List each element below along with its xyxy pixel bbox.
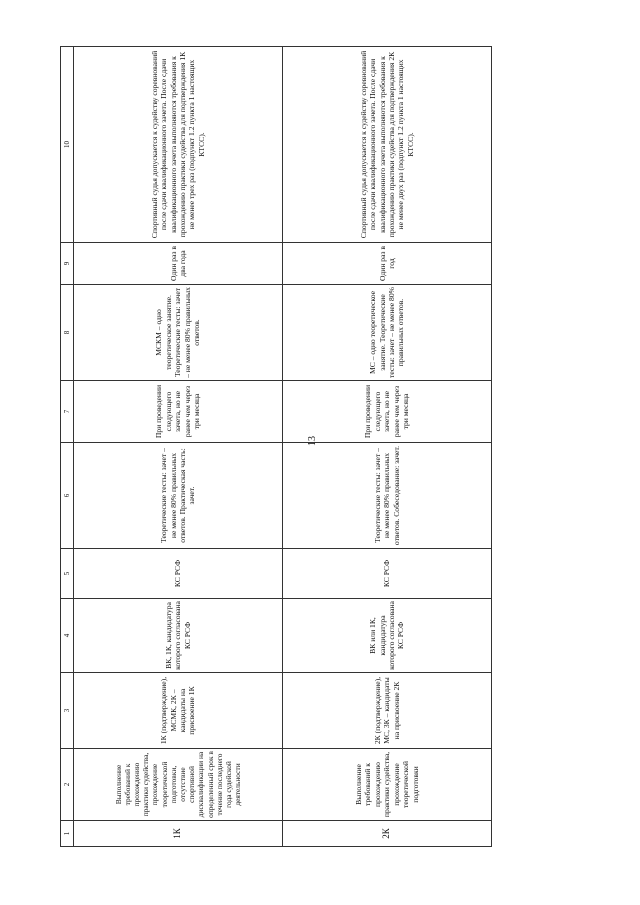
organizer-cell: КС РСФ	[283, 549, 492, 599]
category-label: 2К	[381, 828, 392, 839]
header-cell-3: 3	[61, 673, 74, 749]
organizer-cell: КС РСФ	[74, 549, 283, 599]
header-cell-8: 8	[61, 285, 74, 381]
header-cell-6: 6	[61, 443, 74, 549]
participants-cell: 2К (подтверждение), МС, 3К – кандидаты на присвоение 2К	[283, 673, 492, 749]
header-row	[61, 47, 74, 847]
frequency-cell: Один раз в два года	[74, 243, 283, 285]
table-row-2k	[283, 47, 492, 847]
retake-cell: При проведении следующего зачета, но не ранее чем через три месяца	[74, 381, 283, 443]
examiner-cell: ВК, 1К, кандидатура которого согласована КС РСФ	[74, 599, 283, 673]
examiner-cell: ВК или 1К, кандидатура которого согласована КС РСФ	[283, 599, 492, 673]
header-cell-5: 5	[61, 549, 74, 599]
requirements-cell: Выполнение требований к прохождению практики судейства, прохождение теоретической подготовки, отсутствие спортивной дисквалификации на определенный срок в течение последнего года судейской деятельности	[74, 749, 283, 821]
qualification-table	[60, 46, 492, 847]
table-row-1k	[74, 47, 283, 847]
page-number: 13	[307, 436, 318, 446]
frequency-cell: Один раз в год	[283, 243, 492, 285]
header-cell-2: 2	[61, 749, 74, 821]
header-cell-7: 7	[61, 381, 74, 443]
retake-cell: При проведении следующего зачета, но не ранее чем через три месяца	[283, 381, 492, 443]
category-label: 1К	[172, 828, 183, 839]
header-cell-9: 9	[61, 243, 74, 285]
training-cell: МС – одно теоретическое занятие. Теоретические тесты: зачет – не менее 80% правильных ответов.	[283, 285, 492, 381]
note-cell: Спортивный судья допускается к судейству соревнований после сдачи квалификационного зачета. После сдачи квалификационного зачета выполняются требования к прохождению практики судейства для подтверждения 2К не менее двух раз (подпункт 1.2 пункта 1 настоящих КТСС).	[283, 47, 492, 243]
training-cell: МСКМ – одно теоретическое занятие. Теоретические тесты: зачет – не менее 80% правильных ответов.	[74, 285, 283, 381]
header-cell-4: 4	[61, 599, 74, 673]
exam-form-cell: Теоретические тесты: зачет – не менее 80% правильных ответов. Практическая часть: зачет.	[74, 443, 283, 549]
header-cell-1: 1	[61, 821, 74, 847]
exam-form-cell: Теоретические тесты: зачет – не менее 80% правильных ответов. Собеседование: зачет.	[283, 443, 492, 549]
qualification-table-wrapper	[60, 47, 486, 847]
requirements-cell: Выполнение требований к прохождению практики судейства, прохождение теоретической подготовки	[283, 749, 492, 821]
category-cell	[283, 821, 492, 847]
note-cell: Спортивный судья допускается к судейству соревнований после сдачи квалификационного зачета. После сдачи квалификационного зачета выполняются требования к прохождению практики судейства для подтверждения 1К не менее трех раз (подпункт 1.2 пункта 1 настоящих КТСС).	[74, 47, 283, 243]
category-cell	[74, 821, 283, 847]
participants-cell: 1К (подтверждение), МСМК, 2К – кандидаты на присвоение 1К	[74, 673, 283, 749]
header-cell-10: 10	[61, 47, 74, 243]
